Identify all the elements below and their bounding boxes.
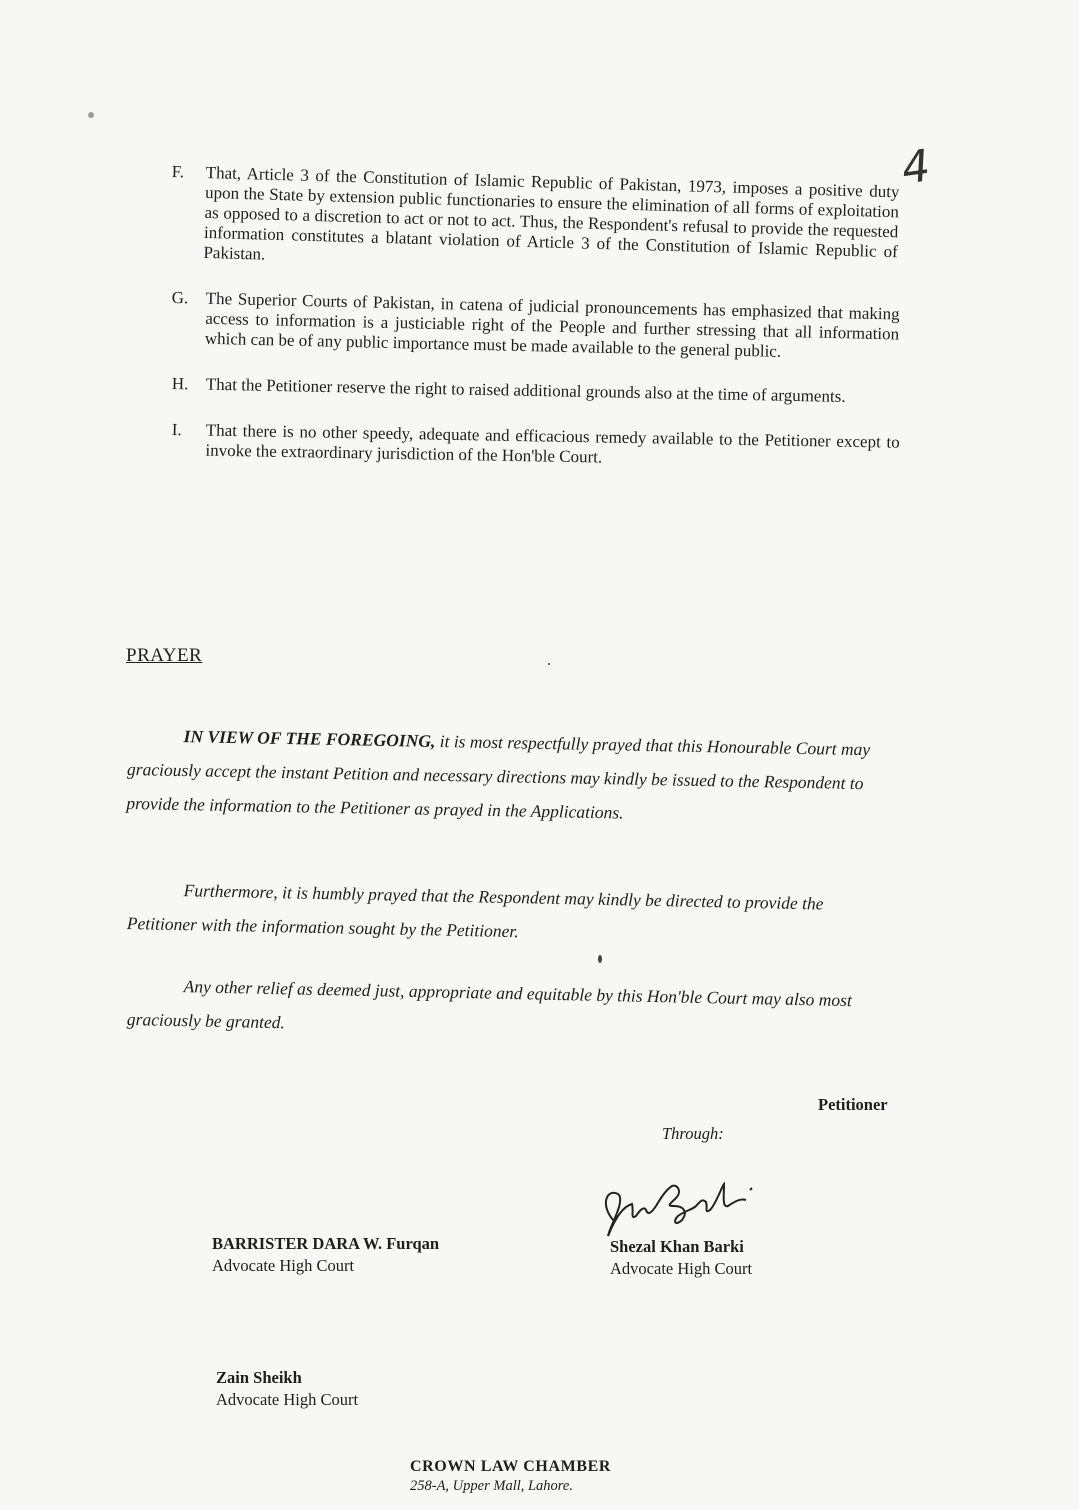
grounds-list: [172, 162, 900, 486]
prayer-paragraph-2: [127, 872, 888, 956]
ground-letter: H.: [171, 374, 189, 394]
ground-text: That the Petitioner reserve the right to raised additional grounds also at the time of arguments.: [205, 374, 846, 406]
counsel-1: [212, 1233, 439, 1277]
ground-text: That, Article 3 of the Constitution of Islamic Republic of Pakistan, 1973, imposes a positive duty upon the State by extension public functionaries to ensure the elimination of all forms of exploitation as opposed to a discretion to act or not to act. Thus, the Respondent's refusal to provide the requested information constitutes a blatant violation of Article 3 of the Constitution of Islamic Republic of Pakistan.: [203, 162, 900, 264]
scan-speck: [548, 663, 550, 665]
ground-g: [171, 288, 900, 365]
ground-letter: G.: [171, 288, 189, 308]
prayer-heading: PRAYER: [126, 645, 203, 666]
ground-f: [169, 162, 900, 282]
chamber-name: CROWN LAW CHAMBER: [410, 1458, 612, 1475]
ground-letter: I.: [171, 420, 182, 440]
petitioner-label: Petitioner: [818, 1095, 888, 1114]
counsel-name: Shezal Khan Barki: [610, 1237, 744, 1256]
chamber-address: 258-A, Upper Mall, Lahore.: [410, 1478, 573, 1494]
page-number: 4: [898, 140, 934, 195]
counsel-title: Advocate High Court: [610, 1259, 753, 1278]
through-label: Through:: [662, 1124, 724, 1143]
counsel-name: BARRISTER DARA W. Furqan: [212, 1234, 440, 1253]
counsel-title: Advocate High Court: [212, 1256, 355, 1275]
ground-letter: F.: [171, 162, 185, 182]
ground-text: That there is no other speedy, adequate and efficacious remedy available to the Petitioner except to invoke the extraordinary jurisdiction of the Hon'ble Court.: [205, 420, 900, 467]
scan-speck: [88, 112, 94, 118]
prayer-paragraph-3: [127, 968, 888, 1052]
counsel-name: Zain Sheikh: [216, 1368, 302, 1387]
ground-text: The Superior Courts of Pakistan, in catena of judicial pronouncements has emphasized that making access to information is a justiciable right of the People and further stressing that all information which can be of any public importance must be made available to the general public.: [204, 288, 900, 361]
prayer-text: Any other relief as deemed just, appropriate and equitable by this Hon'ble Court may also most graciously be granted.: [126, 976, 853, 1033]
prayer-text: Furthermore, it is humbly prayed that the Respondent may kindly be directed to provide the Petitioner with the information sought by the Petitioner.: [126, 880, 824, 942]
ground-h: [172, 374, 900, 408]
chamber-footer: [410, 1458, 611, 1495]
ground-i: [171, 420, 900, 473]
scan-speck: [598, 955, 602, 963]
prayer-lead: IN VIEW OF THE FOREGOING,: [183, 726, 436, 751]
counsel-3: [216, 1367, 358, 1411]
counsel-2: [610, 1236, 752, 1280]
prayer-text: it is most respectfully prayed that this Honourable Court may graciously accept the instant Petition and necessary directions may kindly be issued to the Respondent to provide the information to the Petitioner as prayed in the Applications.: [126, 730, 871, 823]
counsel-title: Advocate High Court: [216, 1390, 359, 1409]
prayer-paragraph-1: [126, 718, 888, 835]
